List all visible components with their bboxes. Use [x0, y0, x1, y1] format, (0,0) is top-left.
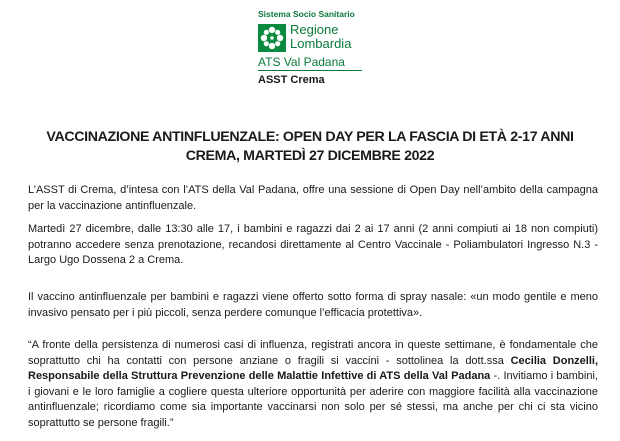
paragraph-4	[28, 338, 598, 431]
paragraph-2: Martedì 27 dicembre, dalle 13:30 alle 17, i bambini e ragazzi dai 2 ai 17 anni (2 anni compiuti ai 18 non compiuti) potranno accedere senza prenotazione, recandosi direttamente al Centro Vaccinale - Poliambulatori Ingresso N.3 - Largo Ugo Dossena 2 a Crema.	[28, 223, 598, 266]
ats-name: ATS Val Padana	[258, 55, 362, 71]
quote-text-end: -. Invitiamo i bambini, i giovani e le loro famiglie a cogliere questa ulteriore opportunità per aderire con maggiore facilità alla vaccinazione antinfluenzale; ricordiamo come sia importante vaccinarsi non solo per sé stessi, ma anche per chi ci sta vicino soprattutto se persone fragili.”	[28, 370, 598, 429]
region-line-1: Regione	[290, 22, 339, 37]
paragraph-1: L’ASST di Crema, d’intesa con l’ATS della Val Padana, offre una sessione di Open Day nell’ambito della campagna per la vaccinazione antinfluenzale.	[28, 184, 598, 212]
title-line-1: VACCINAZIONE ANTINFLUENZALE: OPEN DAY PER LA FASCIA DI ETÀ 2-17 ANNI	[46, 129, 574, 145]
title-line-2: CREMA, MARTEDÌ 27 DICEMBRE 2022	[185, 148, 435, 164]
header-logo	[258, 9, 368, 87]
asst-name: ASST Crema	[258, 74, 325, 86]
quote-speaker: Cecilia Donzelli, Responsabile della Struttura Prevenzione delle Malattie Infettive di ATS della Val Padana	[28, 354, 599, 382]
org-name: Sistema Socio Sanitario	[258, 9, 355, 19]
region-name	[290, 23, 351, 51]
lombardy-rose-cross-icon	[258, 24, 286, 52]
region-logo-row	[258, 22, 368, 54]
region-line-2: Lombardia	[290, 36, 352, 51]
page-title	[20, 128, 600, 166]
quote-text-start: “A fronte della persistenza di numerosi casi di influenza, registrati ancora in queste settimane, è fondamentale che soprattutto chi ha contatti con persone anziane o fragili si vaccini - sottolinea la dott.ssa	[28, 339, 598, 367]
paragraph-3: Il vaccino antinfluenzale per bambini e ragazzi viene offerto sotto forma di spray nasale: «un modo gentile e meno invasivo pensato per i più piccoli, senza perdere comunque l’efficacia protettiva».	[28, 291, 598, 319]
